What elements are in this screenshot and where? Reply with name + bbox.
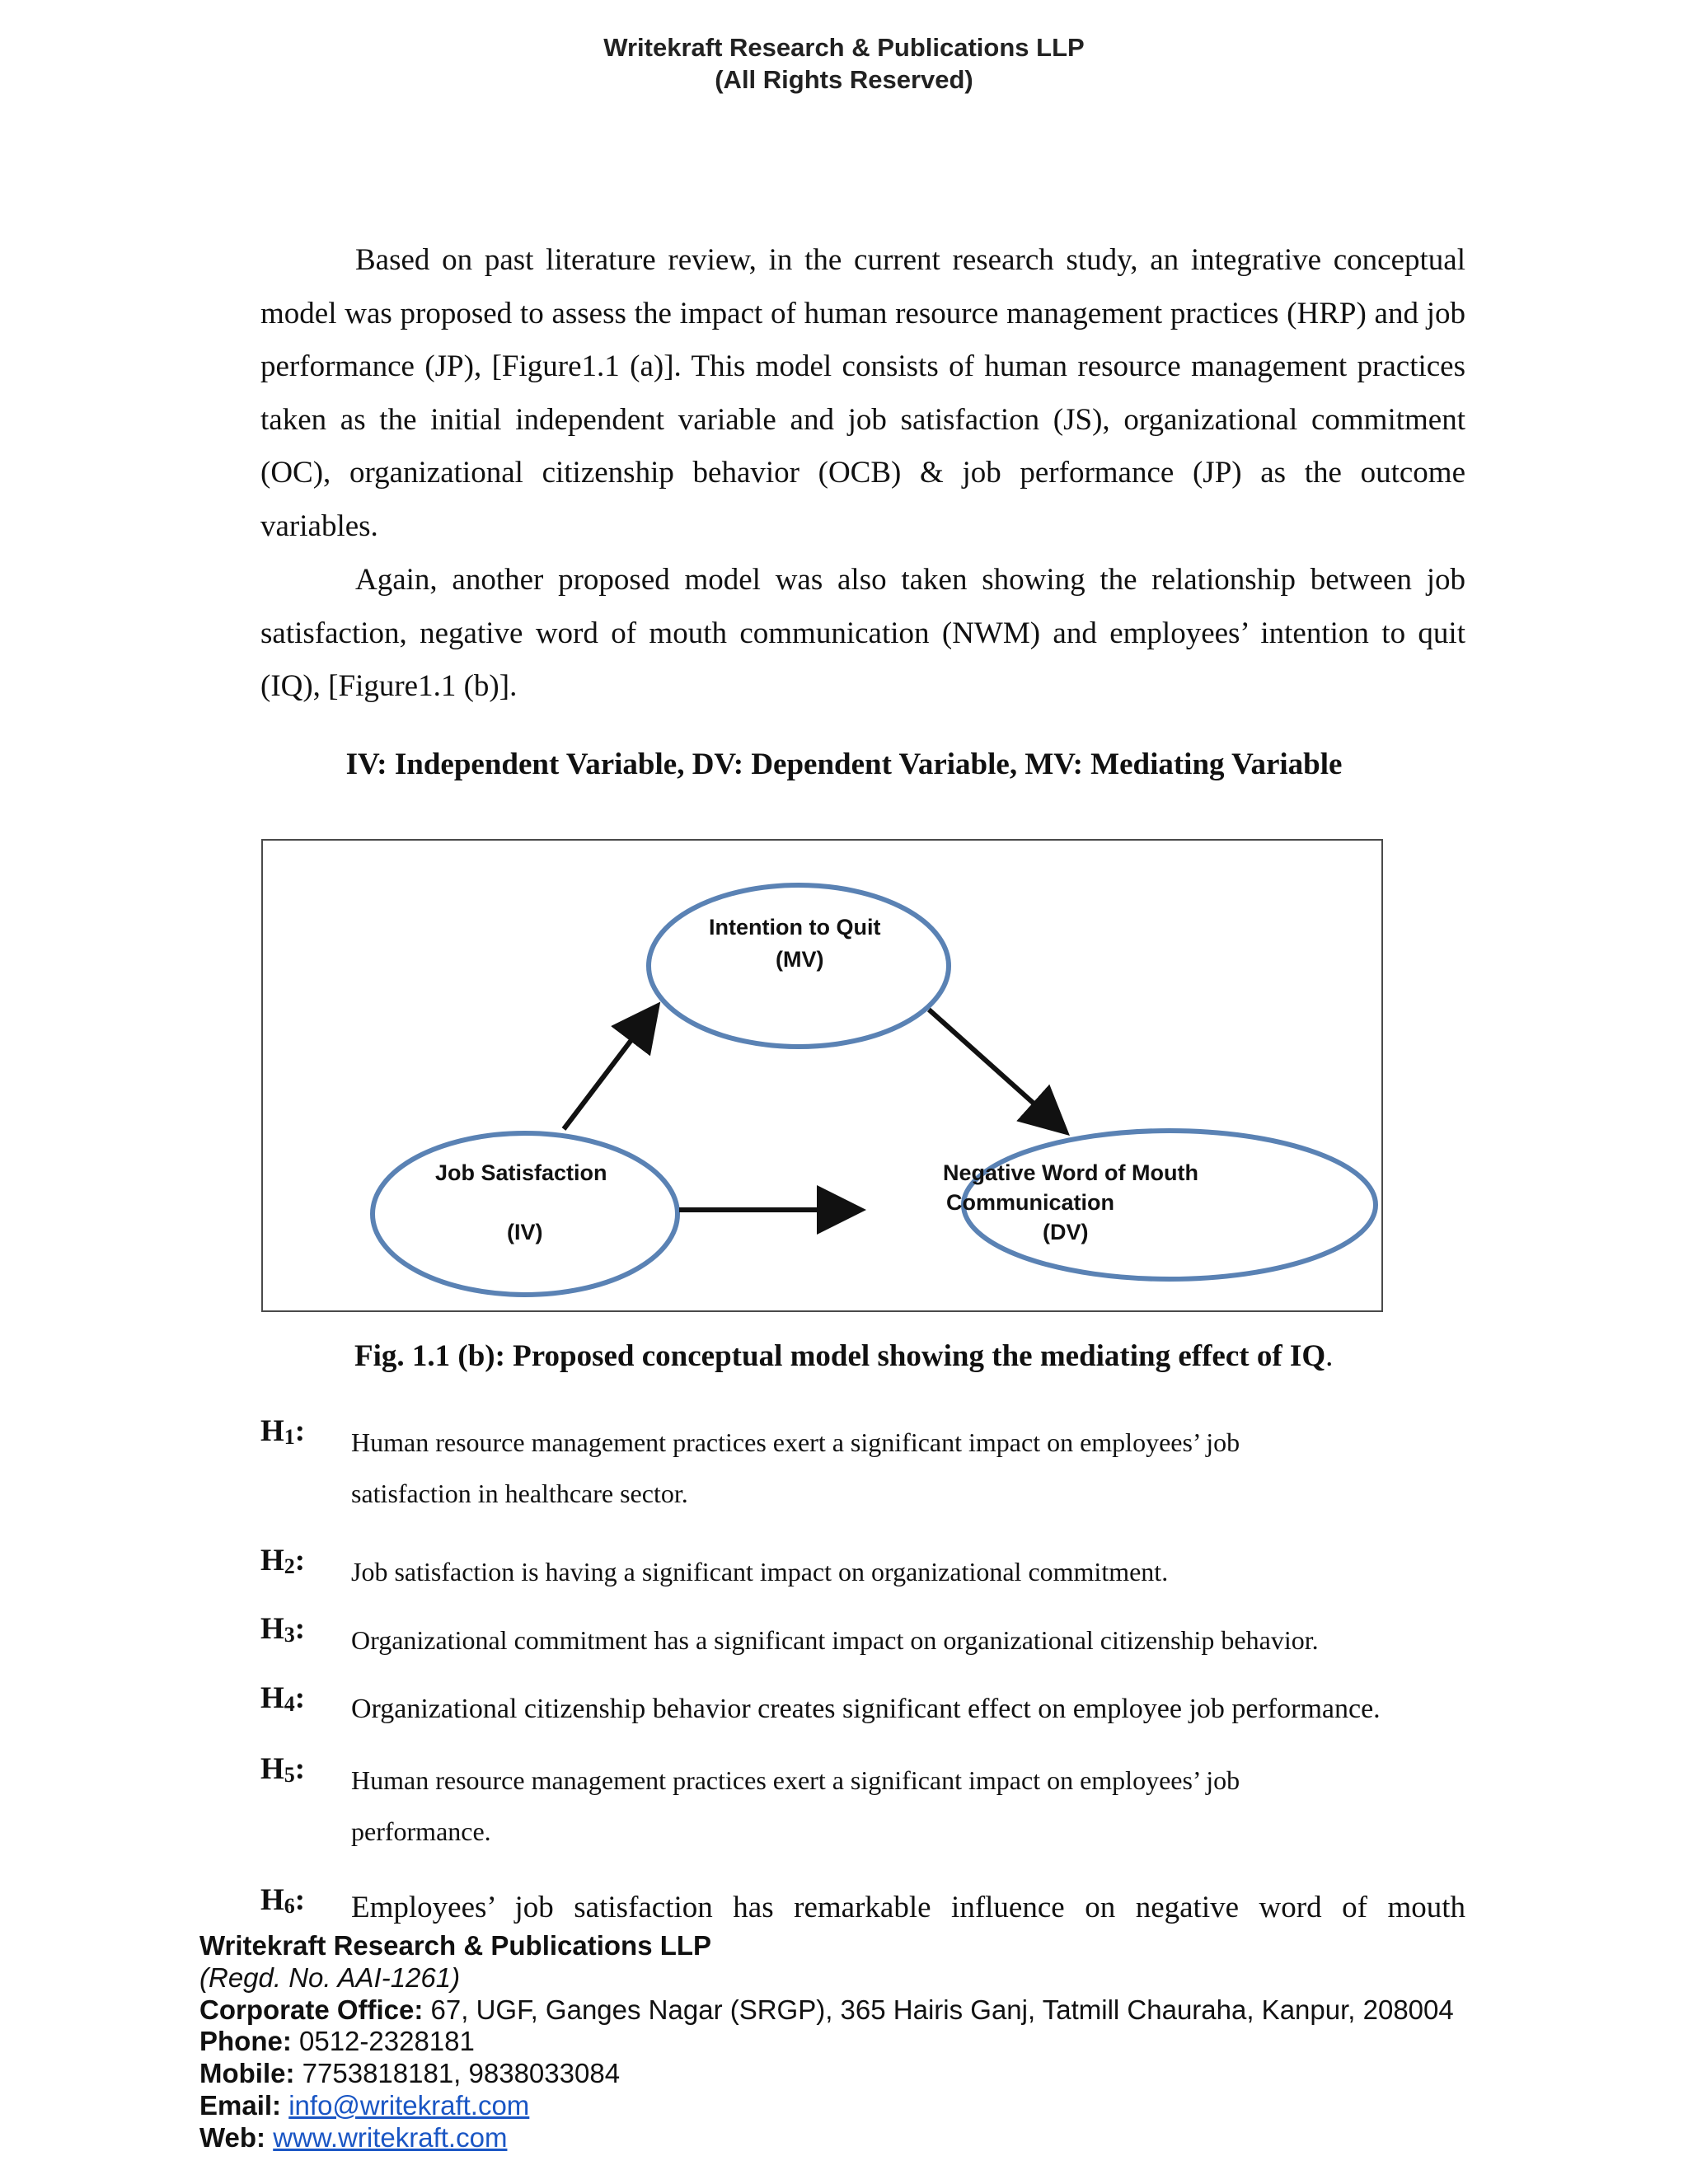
hypothesis-1: [260, 1413, 1472, 1516]
js-label: Job Satisfaction: [435, 1160, 607, 1185]
hypothesis-text: Human resource management practices exert a significant impact on employees’ job performance.: [351, 1765, 1240, 1846]
conceptual-model-diagram: [261, 839, 1383, 1312]
nwm-label-line1: Negative Word of Mouth: [943, 1160, 1198, 1185]
footer-phone: Phone: 0512-2328181: [199, 2026, 475, 2057]
hypothesis-label: $H_4$:: [260, 1681, 306, 1716]
hypothesis-2: [260, 1543, 1472, 1594]
figure-caption: [354, 1338, 1333, 1374]
iq-role: (MV): [776, 947, 824, 972]
paragraph-second-model: Again, another proposed model was also taken showing the relationship between job satisfaction, negative word of mouth communication (NWM) and employees’ intention to quit (IQ), [Figure1.1 (b)].: [260, 563, 1465, 703]
hypothesis-4: [260, 1680, 1472, 1732]
footer-email: Email: info@writekraft.com: [199, 2089, 530, 2121]
js-role: (IV): [507, 1220, 543, 1244]
footer-office: Corporate Office: 67, UGF, Ganges Nagar (SRGP), 365 Hairis Ganj, Tatmill Chauraha, Kanpur, 208004: [199, 1994, 1454, 2025]
hypothesis-label: $H_5$:: [260, 1752, 306, 1787]
hypothesis-text: Human resource management practices exert a significant impact on employees’ job satisfaction in healthcare sector.: [351, 1427, 1240, 1508]
hypothesis-text: Job satisfaction is having a significant impact on organizational commitment.: [351, 1557, 1169, 1586]
hypothesis-label: $H_1$:: [260, 1414, 306, 1449]
hypothesis-text: Employees’ job satisfaction has remarkable influence on negative word of mouth: [351, 1891, 1465, 1924]
footer: [199, 1930, 1454, 2154]
caption-period: .: [1325, 1339, 1334, 1373]
hypothesis-label: $H_3$:: [260, 1612, 306, 1647]
header-company: Writekraft Research & Publications LLP: [603, 33, 1085, 62]
node-job-satisfaction: [373, 1133, 678, 1295]
footer-mobile: Mobile: 7753818181, 9838033084: [199, 2058, 621, 2089]
hypothesis-3: [260, 1611, 1472, 1662]
footer-web: Web: www.writekraft.com: [199, 2121, 508, 2153]
header-rights: (All Rights Reserved): [715, 65, 973, 94]
nwm-label-line2: Communication: [946, 1190, 1115, 1215]
hypothesis-text: Organizational citizenship behavior creates significant effect on employee job performance.: [351, 1694, 1381, 1724]
edge-iq-to-nwm: [929, 1010, 1062, 1129]
diagram-canvas: [263, 841, 1385, 1314]
caption-text: Fig. 1.1 (b): Proposed conceptual model showing the mediating effect of IQ: [354, 1339, 1326, 1373]
footer-company: Writekraft Research & Publications LLP: [199, 1930, 712, 1961]
iq-label: Intention to Quit: [709, 915, 881, 940]
hypothesis-text: Organizational commitment has a significant impact on organizational citizenship behavior.: [351, 1625, 1319, 1655]
variable-legend: IV: Independent Variable, DV: Dependent Variable, MV: Mediating Variable: [345, 748, 1343, 781]
nwm-role: (DV): [1043, 1220, 1089, 1244]
edge-js-to-iq: [564, 1010, 654, 1129]
email-link[interactable]: info@writekraft.com: [288, 2089, 530, 2121]
footer-regd: (Regd. No. AAI-1261): [199, 1961, 461, 1993]
hypothesis-5: [260, 1751, 1472, 1854]
website-link[interactable]: www.writekraft.com: [273, 2121, 508, 2153]
hypothesis-label: $H_6$:: [260, 1883, 306, 1918]
hypothesis-label: $H_2$:: [260, 1544, 306, 1578]
hypothesis-6: [260, 1882, 1472, 1933]
paragraph-conceptual-model: Based on past literature review, in the current research study, an integrative conceptual model was proposed to assess the impact of human resource management practices (HRP) and job performance (JP), [Figure1.1 (a)]. This model consists of human resource management practices taken as the initial independent variable and job satisfaction (JS), organizational commitment (OC), organizational citizenship behavior (OCB) & job performance (JP) as the outcome variables.: [260, 243, 1465, 543]
